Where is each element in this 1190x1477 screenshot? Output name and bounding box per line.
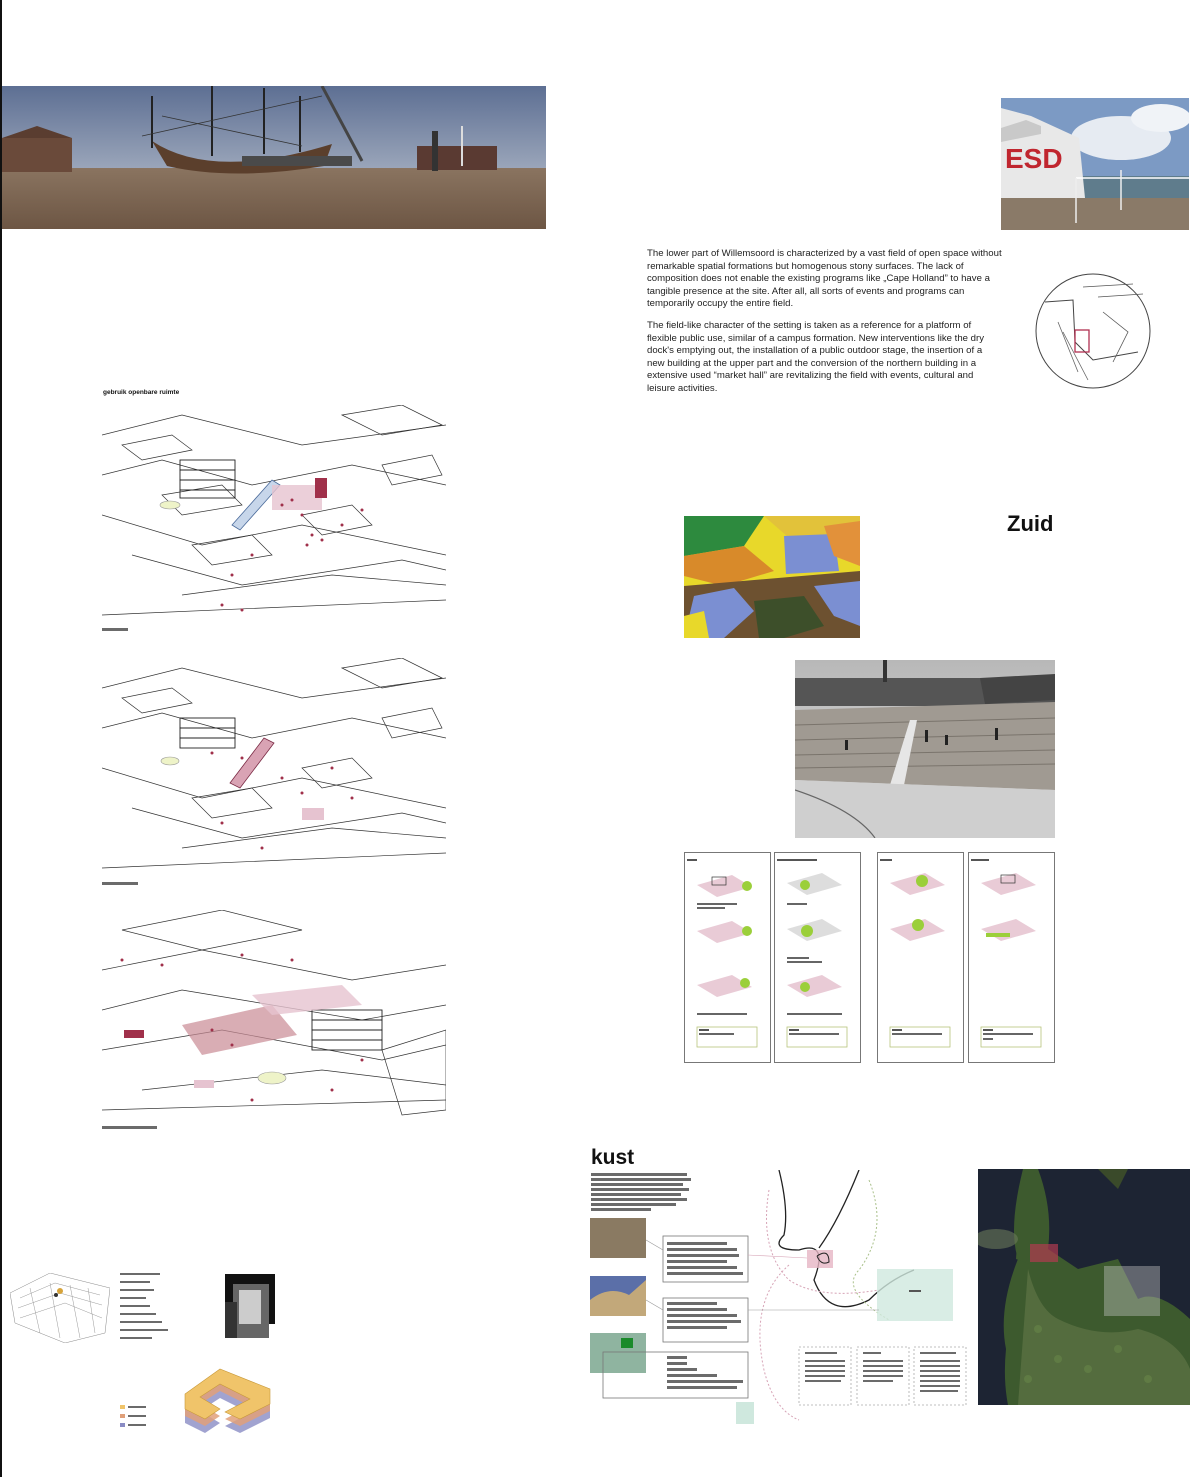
paragraph-1: The lower part of Willemsoord is characterized by a vast field of open space without remarkable spatial formations but homogenous stony surfaces. The lack of composition does not enable the existing programs like „Cape Holland” to have a tangible presence at the site. After all, all sorts of events and programs can temporarily occupy the entire field. bbox=[647, 248, 1002, 310]
axonometric-diagram-3 bbox=[102, 910, 446, 1120]
event-illustration bbox=[684, 516, 860, 638]
paragraph-2: The field-like character of the setting is taken as a reference for a platform of flexible public use, similar of a campus formation. New interventions like the dry dock's emptying out, the installation of a public outdoor stage, the insertion of a new building at the upper part and the conversion of the northern building in a extensive used “market hall” are revitalizing the field with events, cultural and leisure activities. bbox=[647, 319, 984, 394]
scale-bar-3 bbox=[102, 1126, 157, 1129]
heading-kust: kust bbox=[591, 1146, 635, 1169]
scenario-panel-1 bbox=[684, 852, 771, 1063]
scale-bar-2 bbox=[102, 882, 138, 885]
public-space-use-label: gebruik openbare ruimte bbox=[103, 389, 180, 396]
location-circle-map bbox=[1033, 272, 1153, 390]
axonometric-diagram-2 bbox=[102, 658, 446, 880]
satellite-map bbox=[978, 1169, 1190, 1405]
heading-zuid: Zuid bbox=[1007, 511, 1054, 536]
small-legend-lines bbox=[120, 1273, 175, 1343]
layer-legend bbox=[120, 1405, 150, 1435]
scenario-panel-3 bbox=[877, 852, 964, 1063]
ferry-photo bbox=[1001, 98, 1189, 230]
ship-panorama-photo bbox=[2, 86, 546, 229]
coast-diagram bbox=[589, 1170, 969, 1428]
scenario-panel-4 bbox=[968, 852, 1055, 1063]
description-text bbox=[647, 248, 1002, 405]
small-site-map bbox=[10, 1273, 110, 1343]
axonometric-diagram-1 bbox=[102, 405, 446, 627]
scale-bar-1 bbox=[102, 628, 128, 631]
historic-dry-dock-photo bbox=[795, 660, 1055, 838]
ferry-lettering: ESD bbox=[1005, 143, 1063, 174]
scenario-panel-2 bbox=[774, 852, 861, 1063]
layered-isometric-diagram bbox=[180, 1364, 276, 1436]
composition-diagram bbox=[225, 1274, 277, 1340]
